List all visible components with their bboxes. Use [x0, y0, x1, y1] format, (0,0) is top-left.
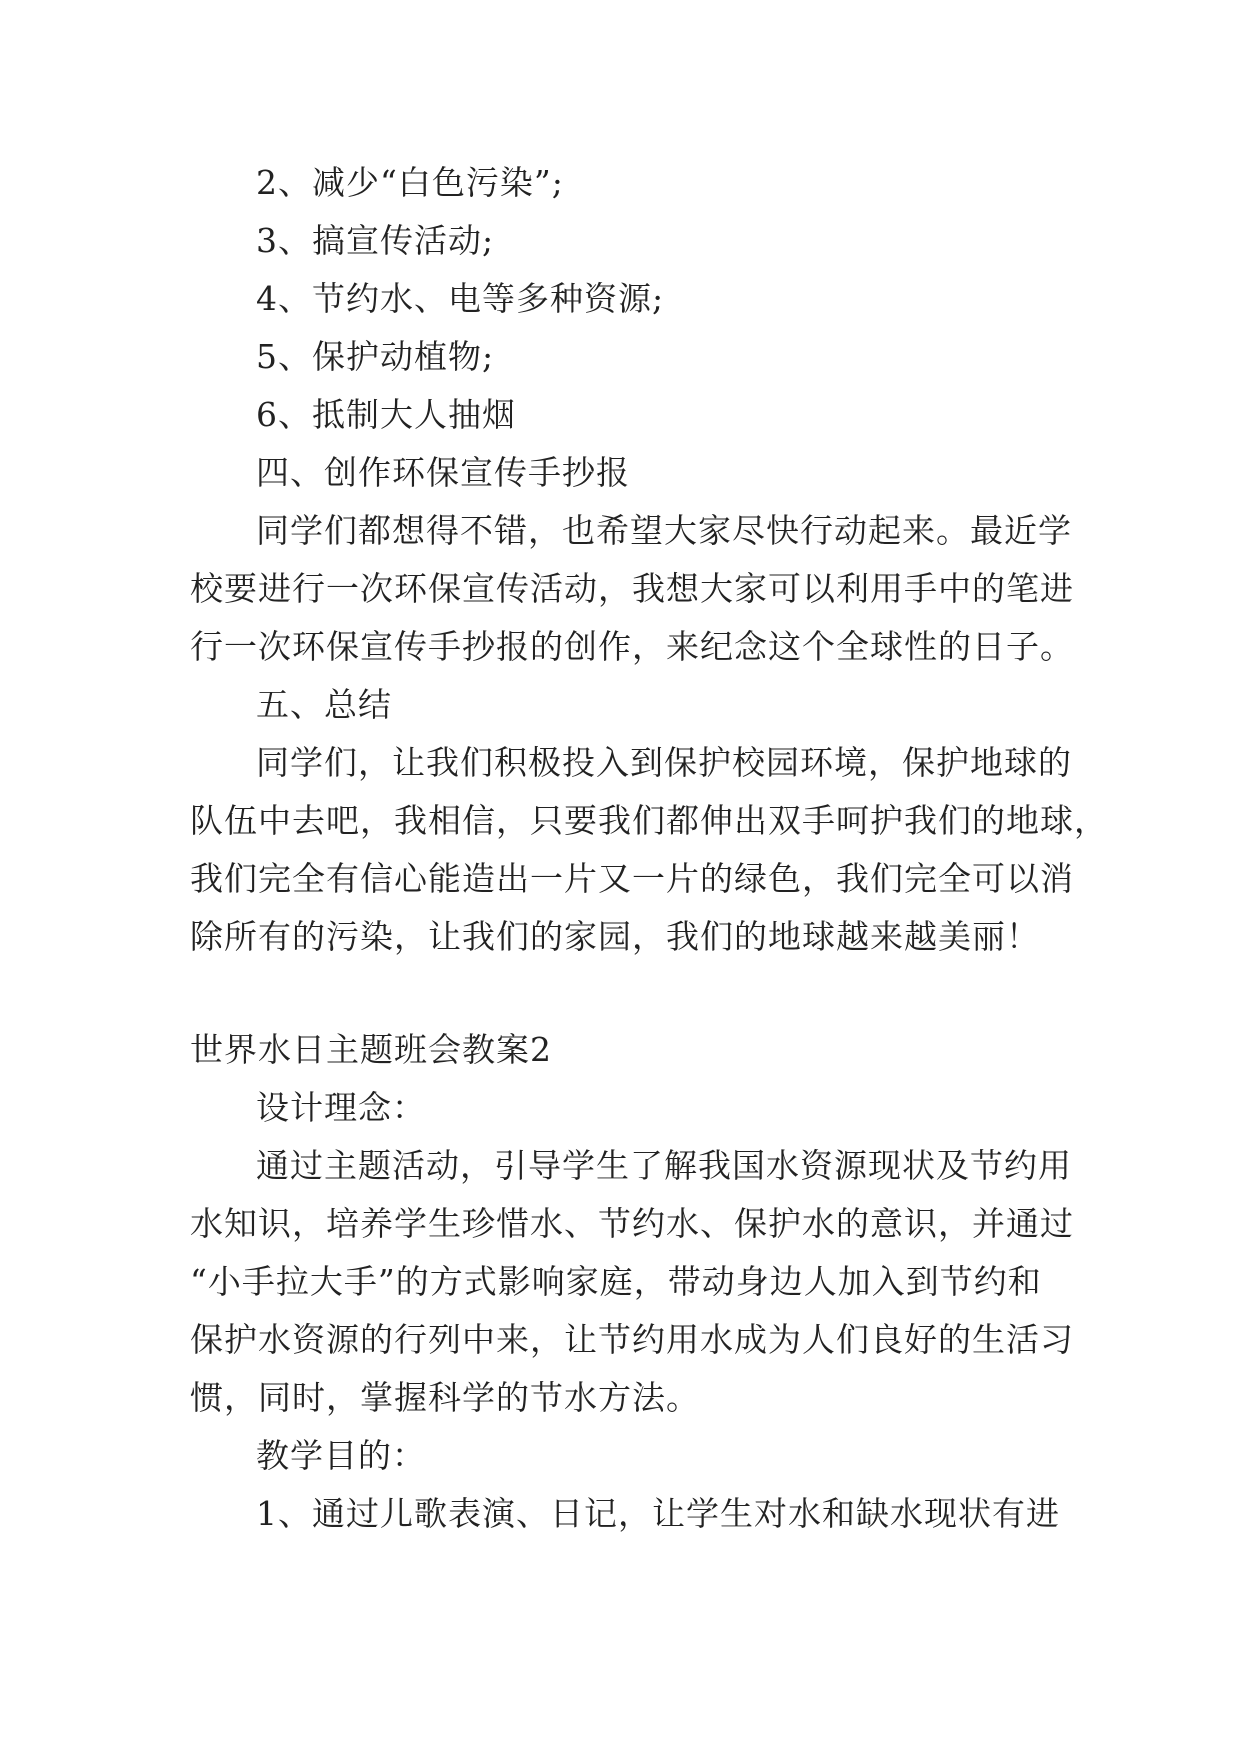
paragraph-line: 水知识，培养学生珍惜水、节约水、保护水的意识，并通过	[190, 1204, 1074, 1243]
document-title: 世界水日主题班会教案2	[190, 1030, 552, 1069]
paragraph-line: 行一次环保宣传手抄报的创作，来纪念这个全球性的日子。	[190, 627, 1074, 666]
paragraph-line: 校要进行一次环保宣传活动，我想大家可以利用手中的笔进	[190, 569, 1074, 608]
paragraph-line: 队伍中去吧，我相信，只要我们都伸出双手呵护我们的地球，	[190, 801, 1108, 840]
list-item: 4、节约水、电等多种资源;	[256, 279, 665, 318]
paragraph-line: 同学们都想得不错，也希望大家尽快行动起来。最近学	[256, 511, 1072, 550]
paragraph-line: 保护水资源的行列中来，让节约用水成为人们良好的生活习	[190, 1320, 1074, 1359]
section-heading: 教学目的：	[256, 1436, 426, 1475]
section-heading: 设计理念：	[256, 1088, 426, 1127]
list-item: 1、通过儿歌表演、日记，让学生对水和缺水现状有进	[256, 1494, 1060, 1533]
list-item: 6、抵制大人抽烟	[256, 395, 516, 434]
paragraph-line: 我们完全有信心能造出一片又一片的绿色，我们完全可以消	[190, 859, 1074, 898]
paragraph-line: 同学们，让我们积极投入到保护校园环境，保护地球的	[256, 743, 1072, 782]
paragraph-line: “小手拉大手”的方式影响家庭，带动身边人加入到节约和	[190, 1262, 1042, 1301]
paragraph-line: 通过主题活动，引导学生了解我国水资源现状及节约用	[256, 1146, 1072, 1185]
section-heading: 五、总结	[256, 685, 392, 724]
list-item: 2、减少“白色污染”;	[256, 163, 564, 202]
paragraph-line: 除所有的污染，让我们的家园，我们的地球越来越美丽！	[190, 917, 1040, 956]
paragraph-line: 惯，同时，掌握科学的节水方法。	[190, 1378, 700, 1417]
list-item: 5、保护动植物;	[256, 337, 495, 376]
list-item: 3、搞宣传活动;	[256, 221, 495, 260]
section-heading: 四、创作环保宣传手抄报	[256, 453, 630, 492]
